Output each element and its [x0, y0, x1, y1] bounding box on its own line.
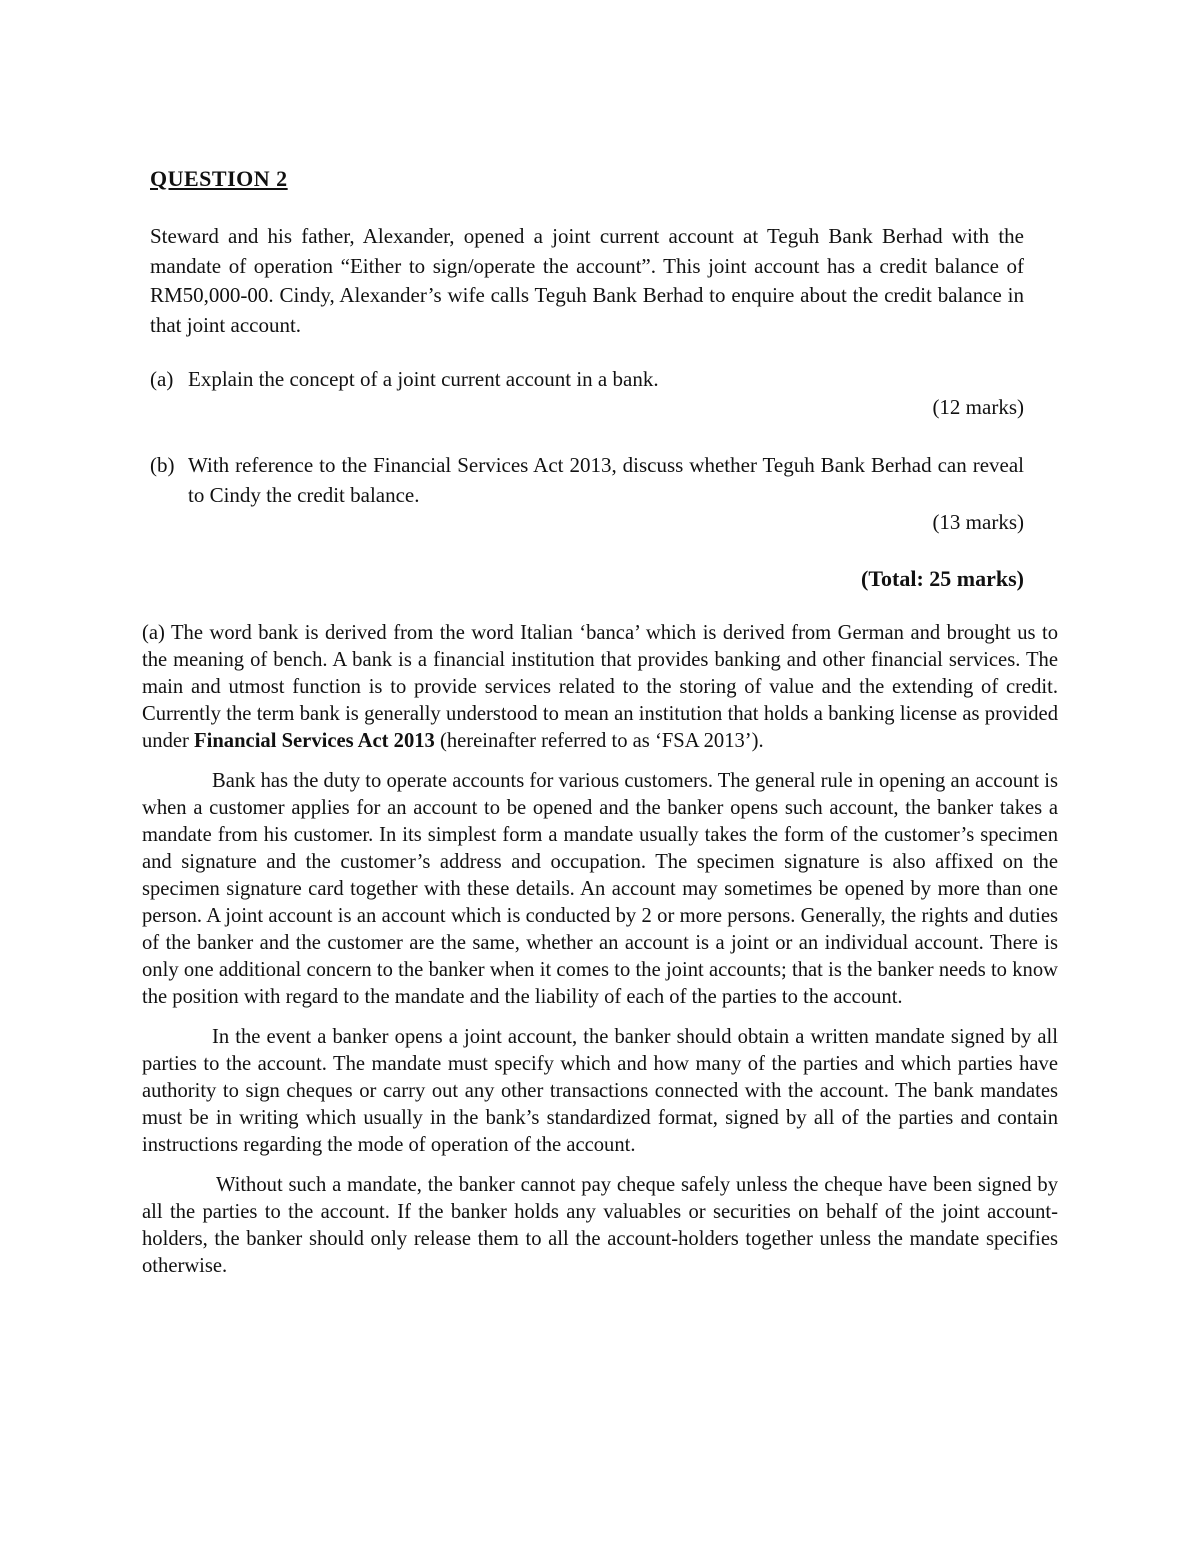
answer-p1-text: (a) The word bank is derived from the word Italian ‘banca’ which is derived from German and brought us to the meaning of bench. A bank is a financial institution that provides banking and other financial services. The main and utmost function is to provide services related to the storing of value and the extending of credit. Currently the term bank is generally understood to mean an institution that holds a banking license as provided under [142, 622, 1058, 752]
answer-p1-tail: (hereinafter referred to as ‘FSA 2013’). [434, 730, 764, 752]
part-a-text: Explain the concept of a joint current account in a bank. [188, 367, 659, 391]
answer-p1-act-name: Financial Services Act 2013 [194, 730, 435, 752]
answer-paragraph-1 [142, 620, 1058, 755]
answer-paragraph-4: Without such a mandate, the banker cannot pay cheque safely unless the cheque have been signed by all the parties to the account. If the banker holds any valuables or securities on behalf of the joint account-holders, the banker should only release them to all the account-holders together unless the mandate specifies otherwise. [142, 1174, 1058, 1277]
part-b-marks: (13 marks) [932, 510, 1024, 534]
answer-paragraph-2: Bank has the duty to operate accounts for various customers. The general rule in opening an account is when a customer applies for an account to be opened and the banker opens such account, the banker takes a mandate from his customer. In its simplest form a mandate usually takes the form of the customer’s specimen and signature and the customer’s address and occupation. The specimen signature is also affixed on the specimen signature card together with these details. An account may sometimes be opened by more than one person. A joint account is an account which is conducted by 2 or more persons. Generally, the rights and duties of the banker and the customer are the same, whether an account is a joint or an individual account. There is only one additional concern to the banker when it comes to the joint accounts; that is the banker needs to know the position with regard to the mandate and the liability of each of the parties to the account. [142, 770, 1058, 1008]
part-b-text: With reference to the Financial Services Act 2013, discuss whether Teguh Bank Berhad can reveal to Cindy the credit balance. [188, 453, 1024, 507]
part-b-label: (b) [150, 453, 175, 477]
question-part-a [150, 365, 1024, 395]
total-marks: (Total: 25 marks) [861, 566, 1024, 591]
answer-paragraph-3: In the event a banker opens a joint account, the banker should obtain a written mandate signed by all parties to the account. The mandate must specify which and how many of the parties and which parties have authority to sign cheques or carry out any other transactions connected with the account. The bank mandates must be in writing which usually in the bank’s standardized format, signed by all of the parties and contain instructions regarding the mode of operation of the account. [142, 1026, 1058, 1156]
question-title: QUESTION 2 [150, 166, 288, 191]
part-a-marks: (12 marks) [932, 395, 1024, 419]
question-part-b [150, 451, 1024, 510]
answer-body [142, 620, 1058, 1293]
question-scenario: Steward and his father, Alexander, opened a joint current account at Teguh Bank Berhad with the mandate of operation “Either to sign/operate the account”. This joint account has a credit balance of RM50,000-00. Cindy, Alexander’s wife calls Teguh Bank Berhad to enquire about the credit balance in that joint account. [150, 224, 1024, 337]
part-a-label: (a) [150, 367, 174, 391]
